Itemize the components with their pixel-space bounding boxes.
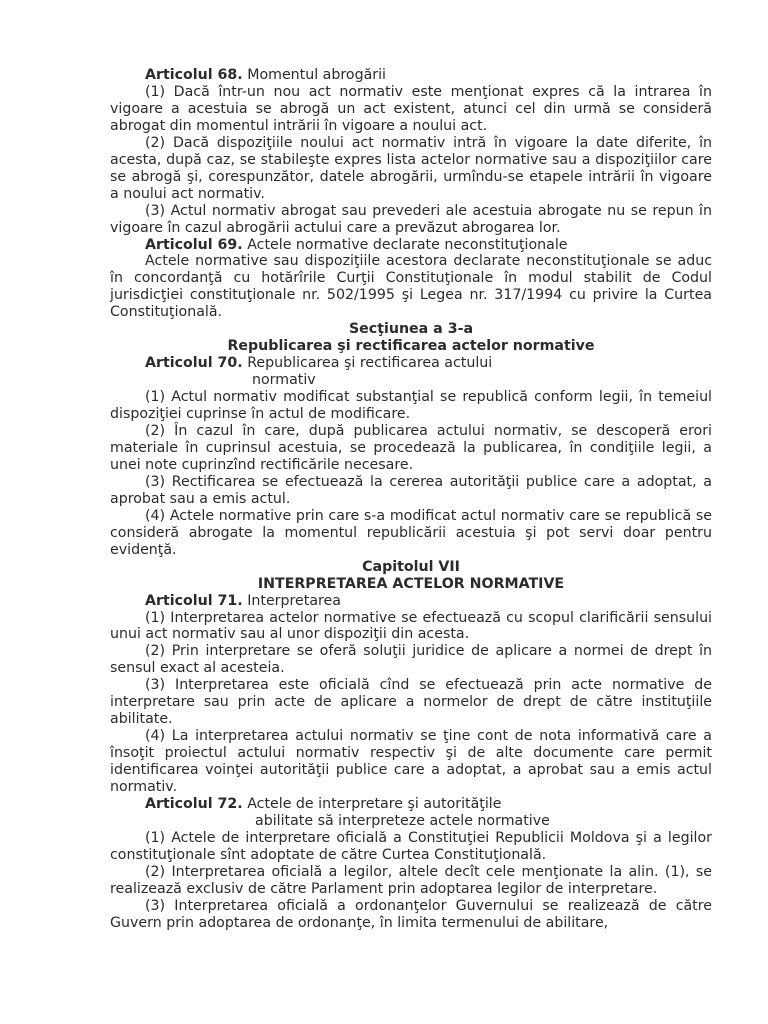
paragraph: (2) Prin interpretare se oferă soluţii juridice de aplicare a normei de drept în sensul exact al acesteia. <box>110 643 712 677</box>
paragraph: (1) Interpretarea actelor normative se efectuează cu scopul clarificării sensului unui act normativ sau al unor dispoziţii din acesta. <box>110 609 712 643</box>
paragraph: (3) Actul normativ abrogat sau prevederi ale acestuia abrogate nu se repun în vigoare în cazul abrogării actului care a prevăzut abrogarea lor. <box>110 202 712 236</box>
article-number: Articolul 69. <box>145 236 243 253</box>
chapter-heading: Capitolul VII <box>362 558 460 575</box>
article-title: Momentul abrogării <box>247 67 386 83</box>
article-number: Articolul 68. <box>145 67 243 83</box>
article-title-continuation: normativ <box>252 372 316 389</box>
document-page <box>110 67 712 932</box>
paragraph: (3) Interpretarea este oficială cînd se efectuează prin acte normative de interpretare sau prin acte de aplicare a normelor de drept de către instituţiile abilitate. <box>110 677 712 728</box>
paragraph: Actele normative sau dispoziţiile acestora declarate neconstituţionale se aduc în concordanţă cu hotărîrile Curţii Constituţionale în modul stabilit de Codul jurisdicţiei constituţionale nr. 502/1995 şi Legea nr. 317/1994 cu privire la Curtea Constituţională. <box>110 253 712 321</box>
article-title-continuation: abilitate să interpreteze actele normative <box>255 812 550 829</box>
paragraph: (3) Interpretarea oficială a ordonanţelor Guvernului se realizează de către Guvern prin adoptarea de ordonanţe, în limita termenului de abilitare, <box>110 897 712 931</box>
section-heading: Secţiunea a 3-a <box>348 321 474 338</box>
paragraph: (4) Actele normative prin care s-a modificat actul normativ care se republică se consideră abrogate la momentul republicării acestuia şi pot servi doar pentru evidenţă. <box>110 507 712 558</box>
paragraph: (1) Actele de interpretare oficială a Constituţiei Republicii Moldova şi a legilor constituţionale sînt adoptate de către Curtea Constituţională. <box>110 829 712 863</box>
article-number: Articolul 72. <box>145 795 243 812</box>
paragraph: (1) Dacă într-un nou act normativ este menţionat expres că la intrarea în vigoare a acestuia se abrogă un act existent, atunci cel din urmă se consideră abrogat din momentul intrării în vigoare a noului act. <box>110 83 712 134</box>
article-number: Articolul 71. <box>145 592 243 609</box>
paragraph: (3) Rectificarea se efectuează la cererea autorităţii publice care a adoptat, a aprobat sau a emis actul. <box>110 473 712 507</box>
article-title: Republicarea şi rectificarea actului <box>247 355 493 372</box>
chapter-title: INTERPRETAREA ACTELOR NORMATIVE <box>257 575 565 592</box>
paragraph: (2) Dacă dispoziţiile noului act normativ intră în vigoare la date diferite, în acesta, după caz, se stabileşte expres lista actelor normative sau a dispoziţiilor care se abrogă şi, corespunzător, datele abrogării, urmîndu-se etapele intrării în vigoare a noului act normativ. <box>110 134 712 202</box>
paragraph: (2) În cazul în care, după publicarea actului normativ, se descoperă erori materiale în cuprinsul acestuia, se procedează la publicarea, în condiţiile legii, a unei note cuprinzînd rectificările necesare. <box>110 423 712 473</box>
paragraph: (1) Actul normativ modificat substanţial se republică conform legii, în temeiul dispoziţiei cuprinse în actul de modificare. <box>110 389 712 423</box>
section-title: Republicarea şi rectificarea actelor normative <box>227 338 595 355</box>
article-title: Actele de interpretare şi autorităţile <box>247 795 502 812</box>
paragraph: (2) Interpretarea oficială a legilor, altele decît cele menţionate la alin. (1), se realizează exclusiv de către Parlament prin adoptarea legilor de interpretare. <box>110 863 712 897</box>
article-number: Articolul 70. <box>145 355 243 372</box>
article-title: Actele normative declarate neconstituţionale <box>247 236 568 253</box>
article-72-heading <box>110 796 712 830</box>
article-70-heading <box>110 355 712 389</box>
article-68-heading <box>110 67 712 84</box>
article-69-heading <box>110 237 712 254</box>
article-71-heading <box>110 593 712 610</box>
article-title: Interpretarea <box>247 592 341 609</box>
paragraph: (4) La interpretarea actului normativ se ţine cont de nota informativă care a însoţit proiectul actului normativ respectiv şi de alte documente care permit identificarea voinţei autorităţii publice care a adoptat, a aprobat sau a emis actul normativ. <box>110 728 712 796</box>
